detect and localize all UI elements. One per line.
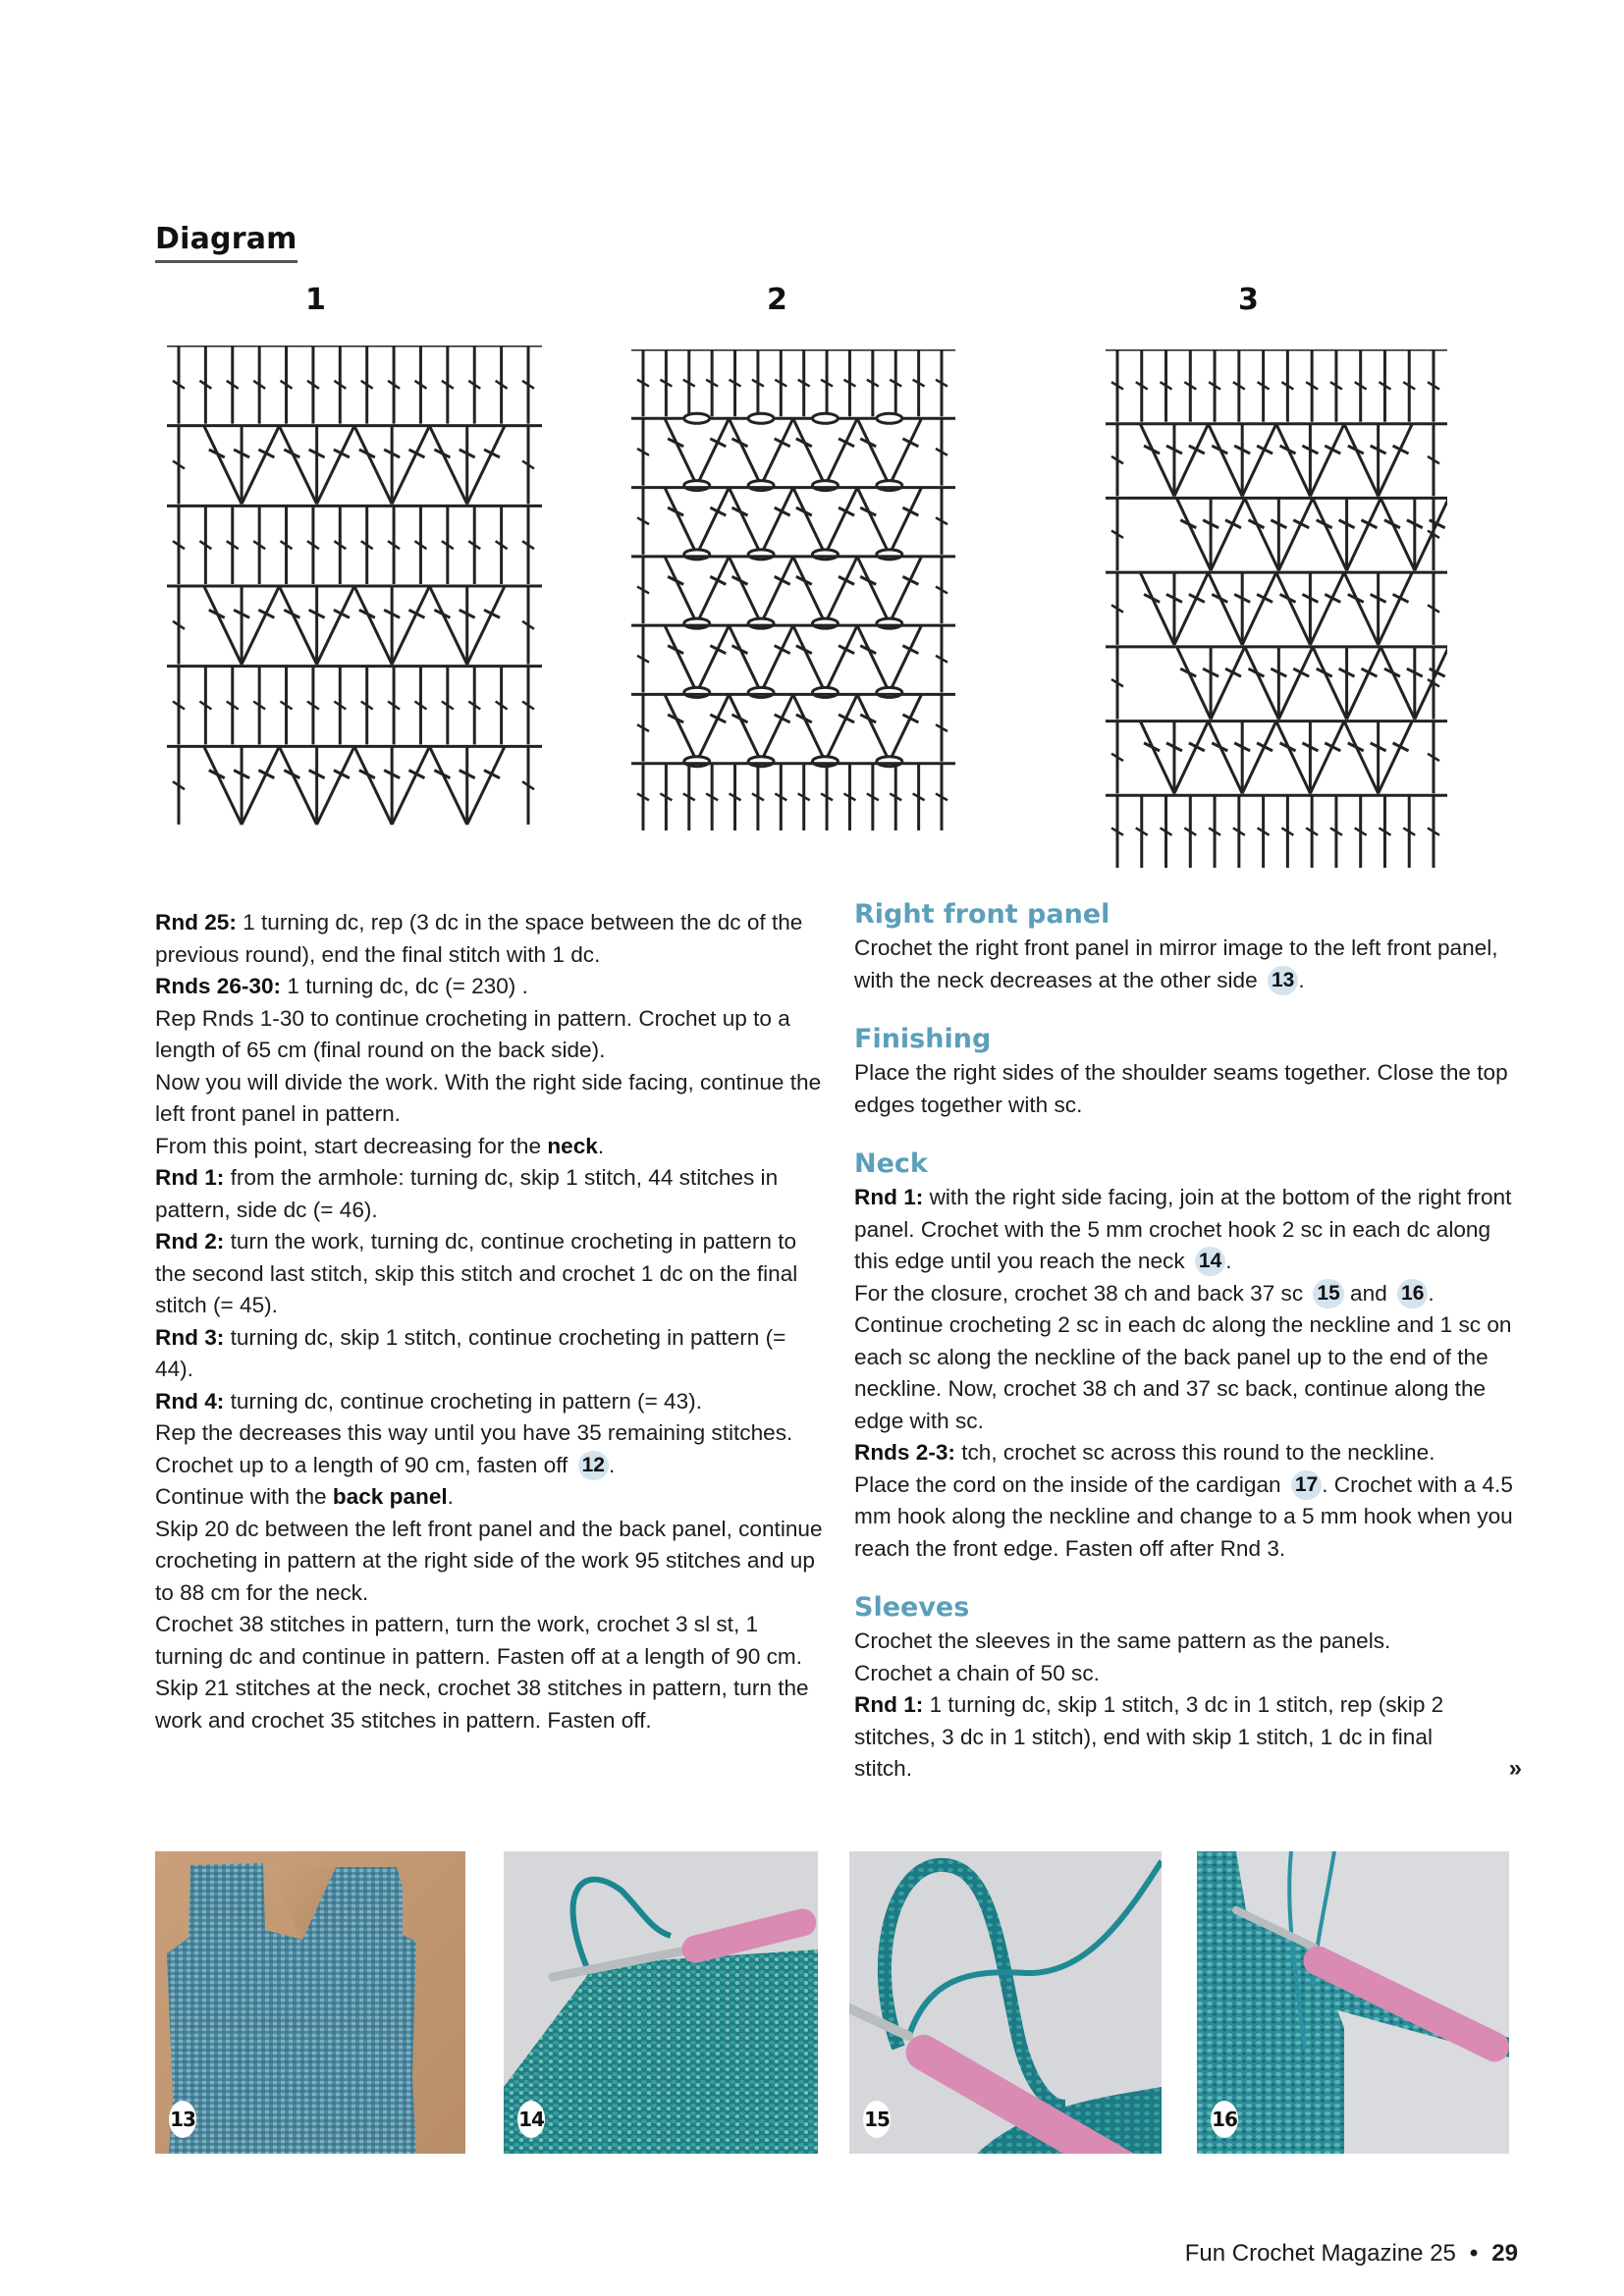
rnd-text: with the right side facing, join at the bottom of the right front panel. Crochet with the 5 mm crochet hook 2 sc in each dc along this edge until you reach the neck: [854, 1185, 1512, 1273]
diagram-number-1: 1: [305, 283, 326, 317]
neck-decrease-paragraph: [155, 1131, 823, 1163]
separator-bullet: •: [1469, 2240, 1479, 2267]
magazine-title: Fun Crochet Magazine 25: [1184, 2240, 1456, 2267]
diagram-heading: Diagram: [155, 222, 298, 263]
repeat-paragraph: Rep Rnds 1-30 to continue crocheting in pattern. Crochet up to a length of 65 cm (final round on the back side).: [155, 1005, 790, 1062]
body-text: From this point, start decreasing for the: [155, 1133, 548, 1158]
rnd-label: Rnd 4:: [155, 1388, 225, 1414]
step-badge-17: 17: [1291, 1470, 1322, 1500]
rnd-label: Rnds 2-3:: [854, 1440, 955, 1465]
photo-number-badge: 15: [863, 2101, 891, 2138]
rnd-text: 1 turning dc, rep (3 dc in the space between the dc of the previous round), end the final stitch with 1 dc.: [155, 910, 803, 967]
section-heading-neck: Neck: [854, 1148, 928, 1179]
stitch-chart-2: [629, 349, 955, 832]
chain-cord-image: [849, 1851, 1162, 2154]
neck-continue-paragraph: Continue crocheting 2 sc in each dc along the neckline and 1 sc on each sc along the neckline of the back panel up to the end of the neckline. Now, crochet 38 ch and 37 sc back, continue along the edge with sc.: [854, 1312, 1512, 1433]
punctuation: .: [597, 1133, 605, 1158]
stitch-chart-3: [1104, 349, 1447, 870]
punctuation: .: [447, 1484, 454, 1509]
rnd-text: 1 turning dc, dc (= 230) .: [281, 974, 528, 998]
punctuation: .: [608, 1452, 616, 1477]
bold-term: neck: [547, 1133, 598, 1158]
instructions-left-column: [155, 907, 823, 1736]
photo-number-badge: 13: [169, 2101, 196, 2138]
body-text: . Crochet with a 4.5 mm hook along the neckline and change to a 5 mm hook when you reach the front edge. Fasten off after Rnd 3.: [854, 1471, 1513, 1561]
shoulder-paragraph: Crochet 38 stitches in pattern, turn the work, crochet 3 sl st, 1 turning dc and continue in pattern. Fasten off at a length of 90 cm. Skip 21 stitches at the neck, crochet 38 stitches in pattern, turn the work and crochet 35 stitches in pattern. Fasten off.: [155, 1612, 809, 1733]
rnd-label: Rnd 2:: [155, 1229, 225, 1254]
rnd-text: turning dc, continue crocheting in pattern (= 43).: [224, 1388, 702, 1414]
rnd-label: Rnd 3:: [155, 1324, 225, 1350]
neck-rnds2-3-paragraph: [854, 1437, 1522, 1469]
punctuation: .: [1298, 967, 1305, 992]
body-text: Crochet the right front panel in mirror image to the left front panel, with the neck decreases at the other side: [854, 935, 1498, 992]
sleeves-line1: Crochet the sleeves in the same pattern as the panels.: [854, 1629, 1391, 1653]
back-panel-paragraph: [155, 1481, 823, 1514]
rnd-label: Rnds 26-30:: [155, 974, 282, 998]
rnd-text: 1 turning dc, skip 1 stitch, 3 dc in 1 stitch, rep (skip 2 stitches, 3 dc in 1 stitch), end with skip 1 stitch, 1 dc in final stitch.: [854, 1692, 1444, 1781]
rnd-text: turning dc, skip 1 stitch, continue crocheting in pattern (= 44).: [155, 1324, 786, 1381]
rnd-label: Rnd 1:: [854, 1185, 924, 1209]
rnd4-paragraph: [155, 1386, 823, 1418]
right-front-panel-text: [854, 933, 1522, 996]
photo-13: [155, 1851, 465, 2154]
stitch-chart-1: [165, 346, 542, 827]
diagram-number-2: 2: [767, 283, 787, 317]
step-badge-12: 12: [578, 1451, 609, 1480]
body-text: and: [1343, 1280, 1394, 1306]
photo-14: [504, 1851, 818, 2154]
rnd-label: Rnd 1:: [854, 1692, 924, 1717]
rnd25-paragraph: [155, 907, 823, 971]
punctuation: .: [1225, 1249, 1232, 1273]
rnd-label: Rnd 1:: [155, 1165, 225, 1190]
cord-paragraph: [854, 1469, 1522, 1566]
fasten-off-paragraph: [155, 1450, 823, 1482]
rnds26-30-paragraph: [155, 971, 823, 1003]
body-text: Place the cord on the inside of the cardigan: [854, 1471, 1287, 1497]
skip-paragraph: Skip 20 dc between the left front panel and the back panel, continue crocheting in pattern at the right side of the work 95 stitches and up to 88 cm for the neck.: [155, 1516, 823, 1605]
sc-back-along-chain-image: [1197, 1851, 1509, 2154]
rnd-label: Rnd 25:: [155, 910, 237, 934]
section-heading-right-front-panel: Right front panel: [854, 899, 1110, 930]
divide-paragraph: Now you will divide the work. With the right side facing, continue the left front panel in pattern.: [155, 1069, 822, 1126]
body-text: Crochet up to a length of 90 cm, fasten off: [155, 1452, 574, 1477]
rnd2-paragraph: [155, 1226, 823, 1322]
page-number: 29: [1491, 2240, 1518, 2267]
section-heading-finishing: Finishing: [854, 1024, 992, 1054]
instructions-right-column: [854, 897, 1522, 1786]
step-badge-15: 15: [1313, 1279, 1343, 1308]
bold-term: back panel: [332, 1484, 448, 1509]
rnd3-paragraph: [155, 1322, 823, 1386]
finishing-text: Place the right sides of the shoulder seams together. Close the top edges together with sc.: [854, 1060, 1508, 1117]
repeat-decreases-paragraph: Rep the decreases this way until you have 35 remaining stitches.: [155, 1420, 793, 1445]
punctuation: .: [1428, 1280, 1435, 1306]
step-badge-14: 14: [1195, 1247, 1225, 1276]
neck-rnd1-paragraph: [854, 1182, 1522, 1278]
rnd-text: tch, crochet sc across this round to the neckline.: [954, 1440, 1435, 1465]
rnd1-paragraph: [155, 1162, 823, 1226]
photo-15: [849, 1851, 1162, 2154]
diagram-number-3: 3: [1238, 283, 1259, 317]
sleeves-rnd1-paragraph: [854, 1689, 1522, 1786]
step-badge-16: 16: [1397, 1279, 1428, 1308]
rnd-text: from the armhole: turning dc, skip 1 stitch, 44 stitches in pattern, side dc (= 46).: [155, 1165, 779, 1222]
body-text: For the closure, crochet 38 ch and back 37 sc: [854, 1280, 1310, 1306]
photo-number-badge: 16: [1211, 2101, 1238, 2138]
step-badge-13: 13: [1268, 966, 1298, 995]
page-footer: [1185, 2240, 1518, 2268]
rnd-text: turn the work, turning dc, continue crocheting in pattern to the second last stitch, skip this stitch and crochet 1 dc on the final stitch (= 45).: [155, 1229, 798, 1317]
continue-arrow-icon: »: [1508, 1755, 1522, 1782]
body-text: Continue with the: [155, 1484, 333, 1509]
hook-at-neck-image: [504, 1851, 818, 2154]
section-heading-sleeves: Sleeves: [854, 1592, 970, 1623]
sleeves-line2: Crochet a chain of 50 sc.: [854, 1660, 1100, 1685]
photo-number-badge: 14: [517, 2101, 545, 2138]
closure-paragraph: [854, 1278, 1522, 1310]
photo-16: [1197, 1851, 1509, 2154]
finished-panels-image: [155, 1851, 465, 2154]
